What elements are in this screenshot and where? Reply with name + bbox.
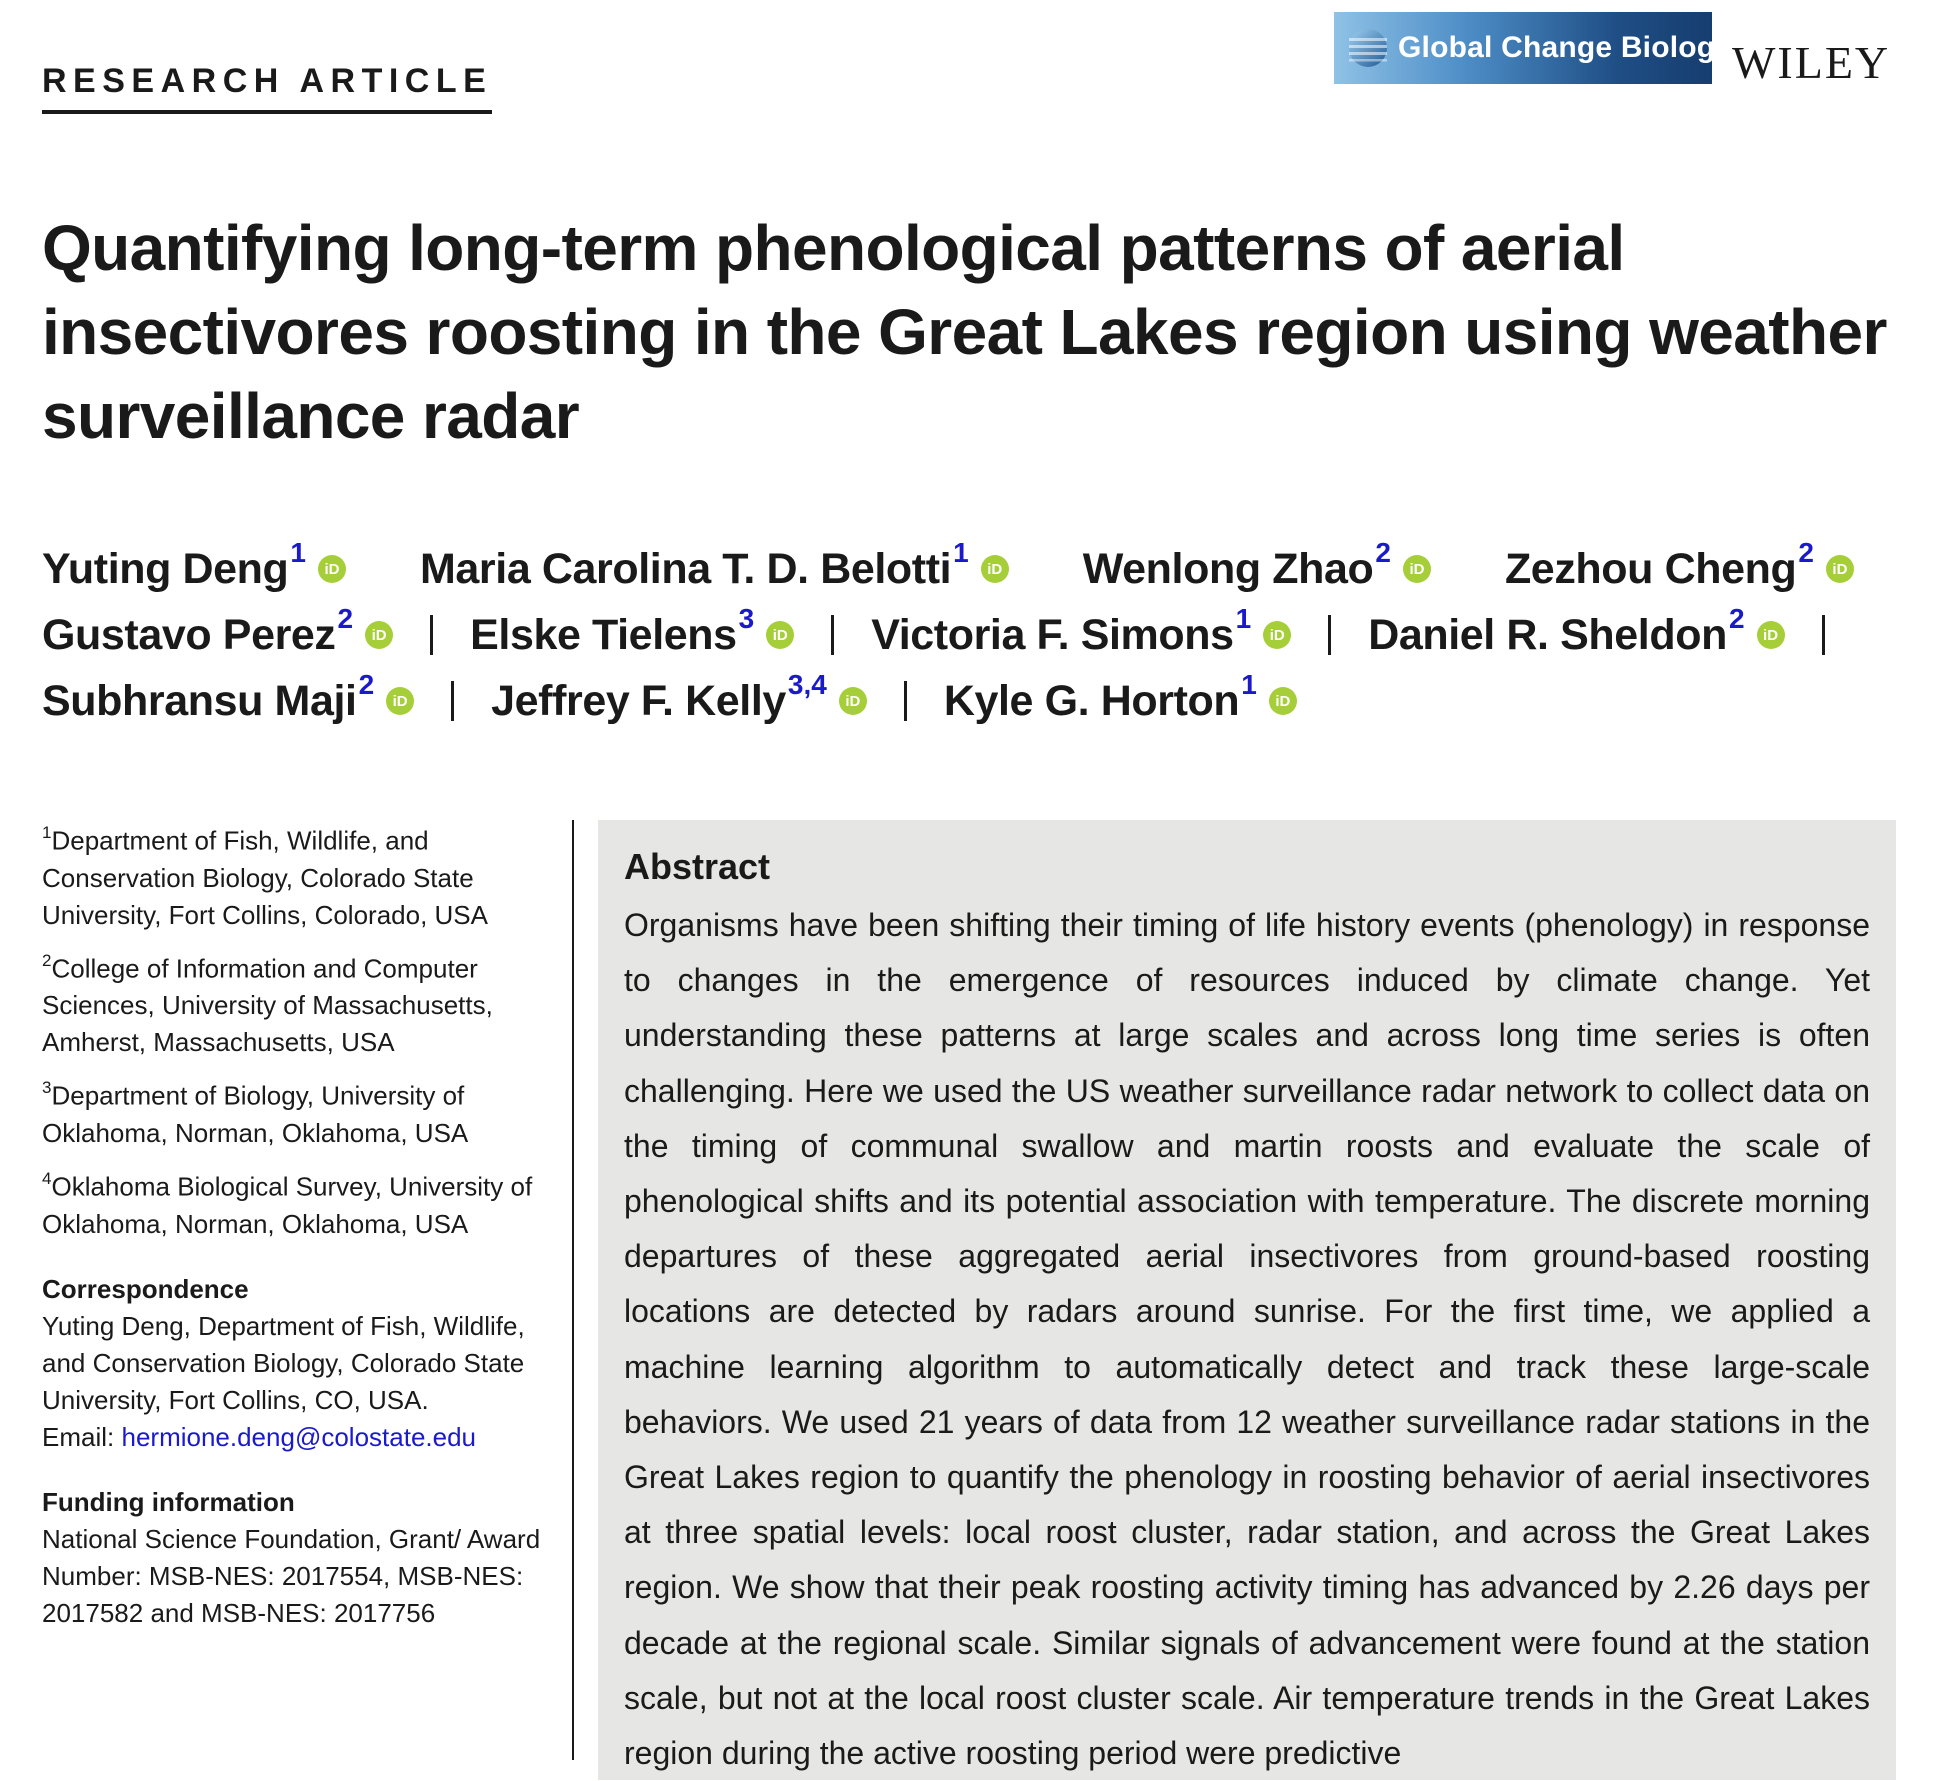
journal-name: Global Change Biology bbox=[1398, 31, 1733, 64]
author-name[interactable]: Zezhou Cheng bbox=[1504, 544, 1797, 593]
author-separator bbox=[451, 681, 454, 721]
affiliation-superscript[interactable]: 1 bbox=[290, 537, 306, 568]
author-list bbox=[42, 536, 1912, 734]
author-name[interactable]: Maria Carolina T. D. Belotti bbox=[420, 544, 952, 593]
affiliation-item bbox=[42, 816, 562, 934]
author-separator bbox=[904, 681, 907, 721]
author-name[interactable]: Kyle G. Horton bbox=[943, 676, 1240, 725]
affiliation-superscript[interactable]: 1 bbox=[1235, 603, 1252, 634]
journal-logo[interactable] bbox=[1334, 12, 1733, 84]
affiliation-superscript[interactable]: 2 bbox=[358, 669, 375, 700]
affiliation-superscript[interactable]: 1 bbox=[953, 537, 969, 568]
abstract-panel bbox=[598, 820, 1896, 1780]
email-label: Email: bbox=[42, 1421, 115, 1452]
orcid-icon[interactable]: iD bbox=[981, 555, 1009, 583]
correspondence-email-row bbox=[42, 1419, 562, 1456]
author-name[interactable]: Gustavo Perez bbox=[42, 610, 336, 659]
author-item[interactable] bbox=[1504, 537, 1854, 594]
author-line bbox=[42, 602, 1912, 668]
orcid-icon[interactable]: iD bbox=[766, 621, 794, 649]
affiliation-text: Department of Fish, Wildlife, and Conservation Biology, Colorado State University, Fort Collins, Colorado, USA bbox=[42, 825, 488, 930]
author-item[interactable] bbox=[470, 603, 794, 660]
funding-text: National Science Foundation, Grant/ Award Number: MSB-NES: 2017554, MSB-NES: 2017582 and MSB-NES: 2017756 bbox=[42, 1523, 541, 1628]
correspondence-text: Yuting Deng, Department of Fish, Wildlife, and Conservation Biology, Colorado State University, Fort Collins, CO, USA. bbox=[42, 1310, 525, 1415]
abstract-heading: Abstract bbox=[624, 846, 771, 887]
author-item[interactable] bbox=[491, 669, 867, 726]
author-item[interactable] bbox=[871, 603, 1291, 660]
orcid-icon[interactable]: iD bbox=[839, 687, 867, 715]
orcid-icon[interactable]: iD bbox=[1403, 555, 1431, 583]
correspondence-heading: Correspondence bbox=[42, 1273, 249, 1304]
article-title: Quantifying long-term phenological patterns of aerial insectivores roosting in the Great Lakes region using weather surveillance radar bbox=[42, 212, 1887, 452]
author-name[interactable]: Yuting Deng bbox=[42, 544, 289, 593]
affiliation-text: College of Information and Computer Sciences, University of Massachusetts, Amherst, Massachusetts, USA bbox=[42, 953, 493, 1058]
email-link[interactable]: hermione.deng@colostate.edu bbox=[121, 1421, 477, 1452]
author-name[interactable]: Elske Tielens bbox=[470, 610, 737, 659]
article-sidebar bbox=[42, 816, 562, 1632]
author-item[interactable] bbox=[42, 537, 346, 594]
affiliation-superscript[interactable]: 2 bbox=[1728, 603, 1745, 634]
orcid-icon[interactable]: iD bbox=[1263, 621, 1291, 649]
author-item[interactable] bbox=[1368, 603, 1784, 660]
affiliation-number: 3 bbox=[42, 1078, 52, 1098]
orcid-icon[interactable]: iD bbox=[1757, 621, 1785, 649]
orcid-icon[interactable]: iD bbox=[386, 687, 414, 715]
orcid-icon[interactable]: iD bbox=[1269, 687, 1297, 715]
affiliation-superscript[interactable]: 2 bbox=[1798, 537, 1814, 568]
author-name[interactable]: Jeffrey F. Kelly bbox=[491, 676, 786, 725]
affiliation-superscript[interactable]: 3 bbox=[738, 603, 755, 634]
author-name[interactable]: Victoria F. Simons bbox=[871, 610, 1234, 659]
affiliation-superscript[interactable]: 3,4 bbox=[787, 669, 827, 700]
funding-heading: Funding information bbox=[42, 1486, 295, 1517]
affiliation-item bbox=[42, 1162, 562, 1243]
author-item[interactable] bbox=[42, 603, 393, 660]
column-divider bbox=[572, 820, 574, 1760]
globe-icon bbox=[1346, 26, 1390, 70]
orcid-icon[interactable]: iD bbox=[1826, 555, 1854, 583]
affiliation-text: Oklahoma Biological Survey, University of Oklahoma, Norman, Oklahoma, USA bbox=[42, 1171, 533, 1239]
author-item[interactable] bbox=[42, 669, 414, 726]
author-item[interactable] bbox=[1082, 537, 1431, 594]
affiliation-superscript[interactable]: 1 bbox=[1241, 669, 1257, 700]
author-separator bbox=[1822, 615, 1825, 655]
author-name[interactable]: Wenlong Zhao bbox=[1082, 544, 1374, 593]
author-separator bbox=[831, 615, 834, 655]
affiliation-superscript[interactable]: 2 bbox=[1375, 537, 1391, 568]
author-name[interactable]: Daniel R. Sheldon bbox=[1368, 610, 1727, 659]
affiliation-number: 1 bbox=[42, 823, 52, 842]
author-item[interactable] bbox=[943, 669, 1297, 726]
author-line bbox=[42, 668, 1912, 734]
author-separator bbox=[430, 615, 433, 655]
affiliation-number: 2 bbox=[42, 950, 52, 970]
article-type-label: RESEARCH ARTICLE bbox=[42, 64, 492, 114]
author-line bbox=[42, 536, 1912, 602]
affiliation-number: 4 bbox=[42, 1168, 52, 1188]
author-name[interactable]: Subhransu Maji bbox=[42, 676, 357, 725]
author-separator bbox=[1328, 615, 1331, 655]
publisher-logo[interactable]: WILEY bbox=[1732, 37, 1891, 88]
orcid-icon[interactable]: iD bbox=[365, 621, 393, 649]
affiliation-text: Department of Biology, University of Oklahoma, Norman, Oklahoma, USA bbox=[42, 1080, 469, 1148]
affiliation-superscript[interactable]: 2 bbox=[337, 603, 354, 634]
author-item[interactable] bbox=[420, 537, 1009, 594]
abstract-text: Organisms have been shifting their timing of life history events (phenology) in response to changes in the emergence of resources induced by climate change. Yet understanding these patterns at large scales and across long time series is often challenging. Here we used the US weather surveillance radar network to collect data on the timing of communal swallow and martin roosts and evaluate the scale of phenological shifts and its potential association with temperature. The discrete morning departures of these aggregated aerial insectivores from ground-based roosting locations are detected by radars around sunrise. For the first time, we applied a machine learning algorithm to automatically detect and track these large-scale behaviors. We used 21 years of data from 12 weather surveillance radar stations in the Great Lakes region to quantify the phenology in roosting behavior of aerial insectivores at three spatial levels: local roost cluster, radar station, and across the Great Lakes region. We show that their peak roosting activity timing has advanced by 2.26 days per decade at the regional scale. Similar signals of advancement were found at the station scale, but not at the local roost cluster scale. Air temperature trends in the Great Lakes region during the active roosting period were predictive bbox=[624, 907, 1870, 1772]
affiliation-item bbox=[42, 1071, 562, 1152]
orcid-icon[interactable]: iD bbox=[318, 555, 346, 583]
affiliation-item bbox=[42, 944, 562, 1062]
